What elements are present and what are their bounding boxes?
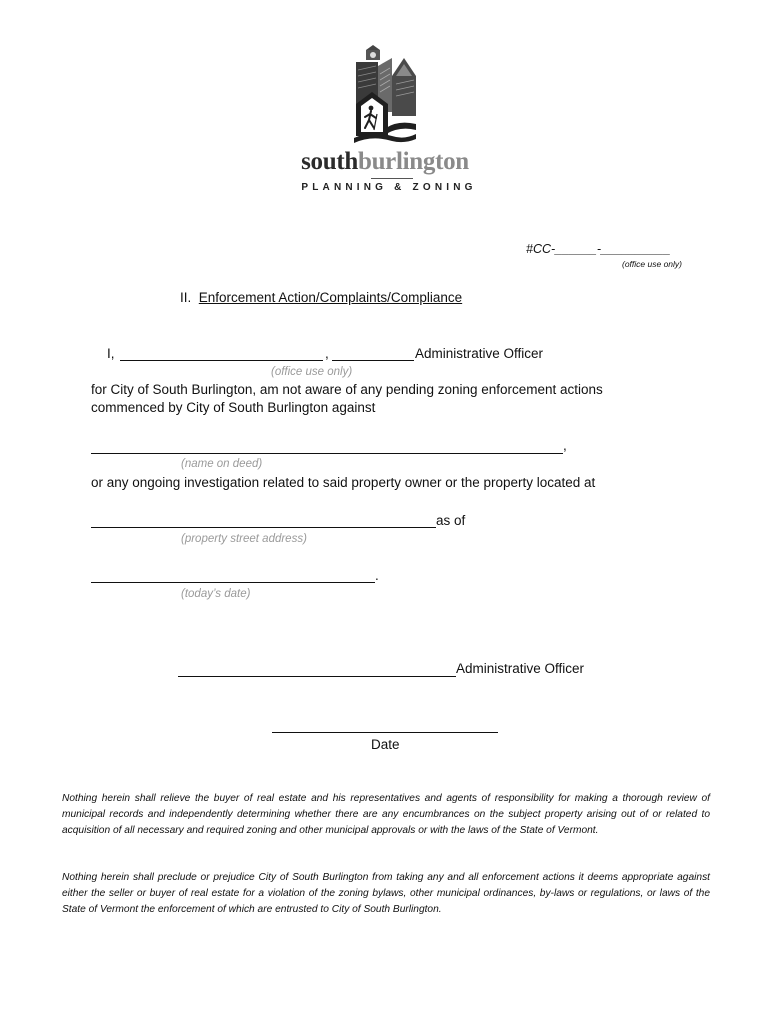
as-of-label: as of	[436, 513, 466, 528]
line1-comma: ,	[325, 346, 329, 361]
property-address-field[interactable]	[91, 527, 436, 528]
name-comma: ,	[563, 438, 567, 453]
officer-name-field[interactable]	[120, 360, 323, 361]
para1-line1: for City of South Burlington, am not aware of any pending zoning enforcement actions	[91, 382, 603, 397]
todays-date-field[interactable]	[91, 582, 375, 583]
brand-word-burlington: burlington	[357, 148, 469, 175]
brand-word-south: south	[301, 148, 358, 175]
signature-date-field[interactable]	[272, 732, 498, 733]
para1-line2: commenced by City of South Burlington against	[91, 400, 376, 415]
name-on-deed-field[interactable]	[91, 453, 563, 454]
signature-date-label: Date	[371, 737, 400, 752]
date-period: .	[375, 568, 379, 583]
section-heading	[180, 289, 462, 307]
property-address-hint: (property street address)	[181, 533, 307, 545]
case-number-note: (office use only)	[622, 259, 682, 269]
line1-end: Administrative Officer	[415, 346, 544, 361]
todays-date-hint: (today’s date)	[181, 588, 251, 600]
line1-start: I,	[107, 346, 115, 361]
brand-underline	[371, 178, 413, 179]
officer-title-field[interactable]	[332, 360, 414, 361]
signature-field[interactable]	[178, 676, 456, 677]
case-number-field[interactable]: #CC-______-__________	[526, 242, 671, 256]
section-title: Enforcement Action/Complaints/Compliance	[198, 290, 463, 305]
brand-tagline: PLANNING & ZONING	[301, 182, 477, 193]
south-burlington-logo-icon	[352, 44, 418, 144]
office-use-hint: (office use only)	[271, 366, 353, 378]
name-on-deed-hint: (name on deed)	[181, 458, 263, 470]
notice-paragraph-1: Nothing herein shall relieve the buyer of real estate and his representatives and agents of responsibility for making a thorough review of municipal records and independently determining whether there are any encumbrances on the subject property arising out of or related to acquisition of all necessary and required zoning and other municipal approvals or with the laws of the State of Vermont.	[62, 793, 710, 836]
brand-name	[0, 147, 770, 177]
signature-label: Administrative Officer	[456, 661, 585, 676]
section-number: II.	[180, 290, 192, 305]
notice-paragraph-2: Nothing herein shall preclude or prejudice City of South Burlington from taking any and all enforcement actions it deems appropriate against either the seller or buyer of real estate for a violation of the zoning bylaws, other municipal ordinances, by-laws or regulations, or laws of the State of Vermont the enforcement of which are entrusted to City of South Burlington.	[62, 872, 710, 915]
para2: or any ongoing investigation related to said property owner or the property located at	[91, 475, 596, 490]
